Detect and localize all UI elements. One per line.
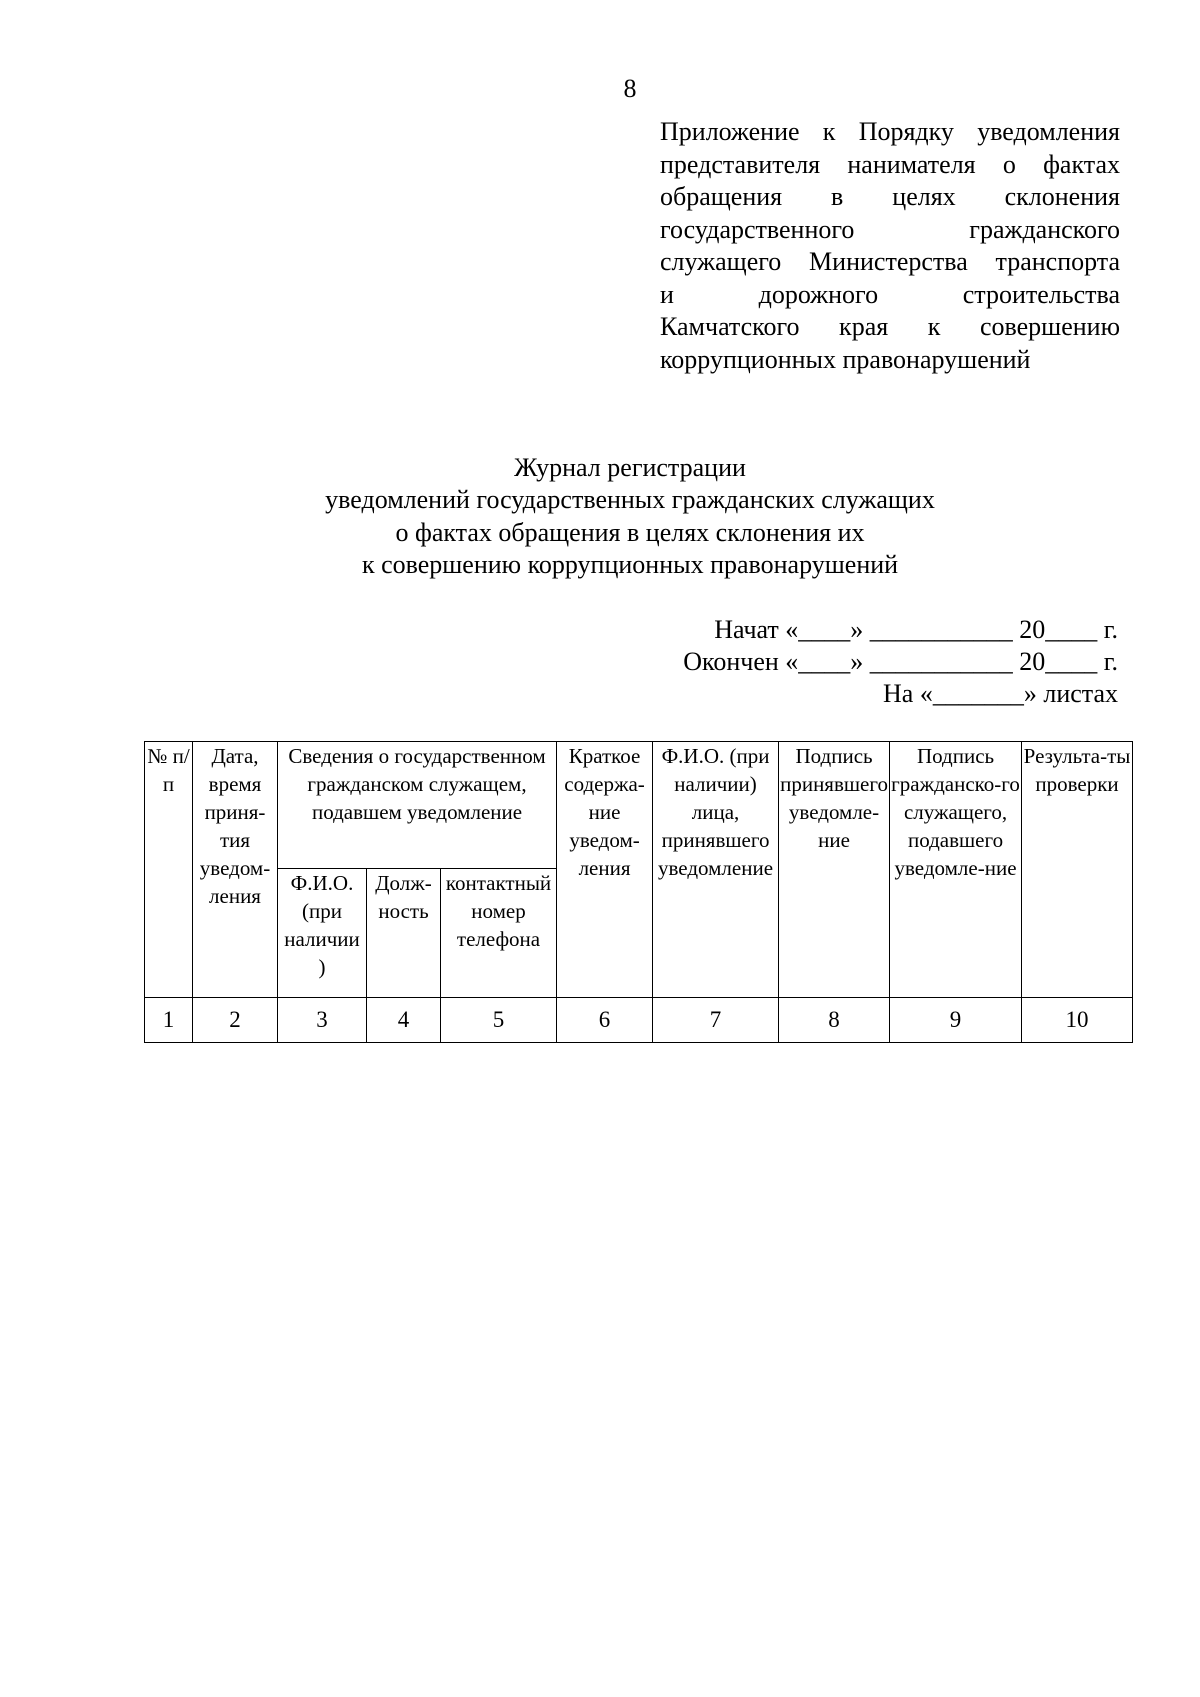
appendix-line: обращения в целях склонения (660, 182, 1120, 211)
appendix-line: служащего Министерства транспорта (660, 247, 1120, 276)
document-title (0, 452, 1200, 581)
column-number: 1 (145, 998, 193, 1043)
header-date: Дата, время приня-тия уведом-ления (193, 742, 278, 998)
title-line: Журнал регистрации (514, 453, 746, 482)
page-number: 8 (623, 74, 637, 103)
appendix-line: государственного гражданского (660, 214, 1120, 244)
header-servant-signature: Подпись гражданско-го служащего, подавшего уведомле-ние (890, 742, 1022, 998)
title-line: о фактах обращения в целях склонения их (395, 517, 865, 547)
appendix-line: и дорожного строительства (660, 279, 1120, 309)
column-number-row (145, 998, 1133, 1043)
column-number: 2 (193, 998, 278, 1043)
sheets-line: На «_______» листах (883, 679, 1118, 708)
column-number: 9 (890, 998, 1022, 1043)
header-receiver-signature: Подпись принявшего уведомле-ние (779, 742, 890, 998)
column-number: 7 (653, 998, 779, 1043)
header-no: № п/п (145, 742, 193, 998)
header-position: Долж-ность (367, 869, 441, 998)
appendix-line: Камчатского края к совершению (660, 312, 1120, 341)
column-number: 10 (1022, 998, 1133, 1043)
register-table (144, 741, 1133, 1043)
ended-line: Окончен «____» ___________ 20____ г. (683, 647, 1118, 676)
title-line: уведомлений государственных гражданских служащих (325, 485, 935, 515)
column-number: 6 (557, 998, 653, 1043)
header-receiver: Ф.И.О. (при наличии) лица, принявшего уведомление (653, 742, 779, 998)
column-number: 5 (441, 998, 557, 1043)
appendix-line: представителя нанимателя о фактах (660, 149, 1120, 179)
header-row (145, 742, 1133, 869)
started-line: Начат «____» ___________ 20____ г. (714, 615, 1118, 644)
header-phone: контактный номер телефона (441, 869, 557, 998)
title-line: к совершению коррупционных правонарушений (361, 549, 899, 579)
column-number: 4 (367, 998, 441, 1043)
header-summary: Краткое содержа-ние уведом-ления (557, 742, 653, 998)
journal-period (683, 614, 1118, 710)
column-number: 3 (278, 998, 367, 1043)
header-fio: Ф.И.О. (при наличии ) (278, 869, 367, 998)
appendix-line: Приложение к Порядку уведомления (660, 117, 1120, 146)
column-number: 8 (779, 998, 890, 1043)
appendix-note (660, 116, 1120, 376)
appendix-line: коррупционных правонарушений (660, 344, 1031, 374)
header-servant-info: Сведения о государственном гражданском служащем, подавшем уведомление (278, 742, 557, 869)
header-results: Результа-ты проверки (1022, 742, 1133, 998)
